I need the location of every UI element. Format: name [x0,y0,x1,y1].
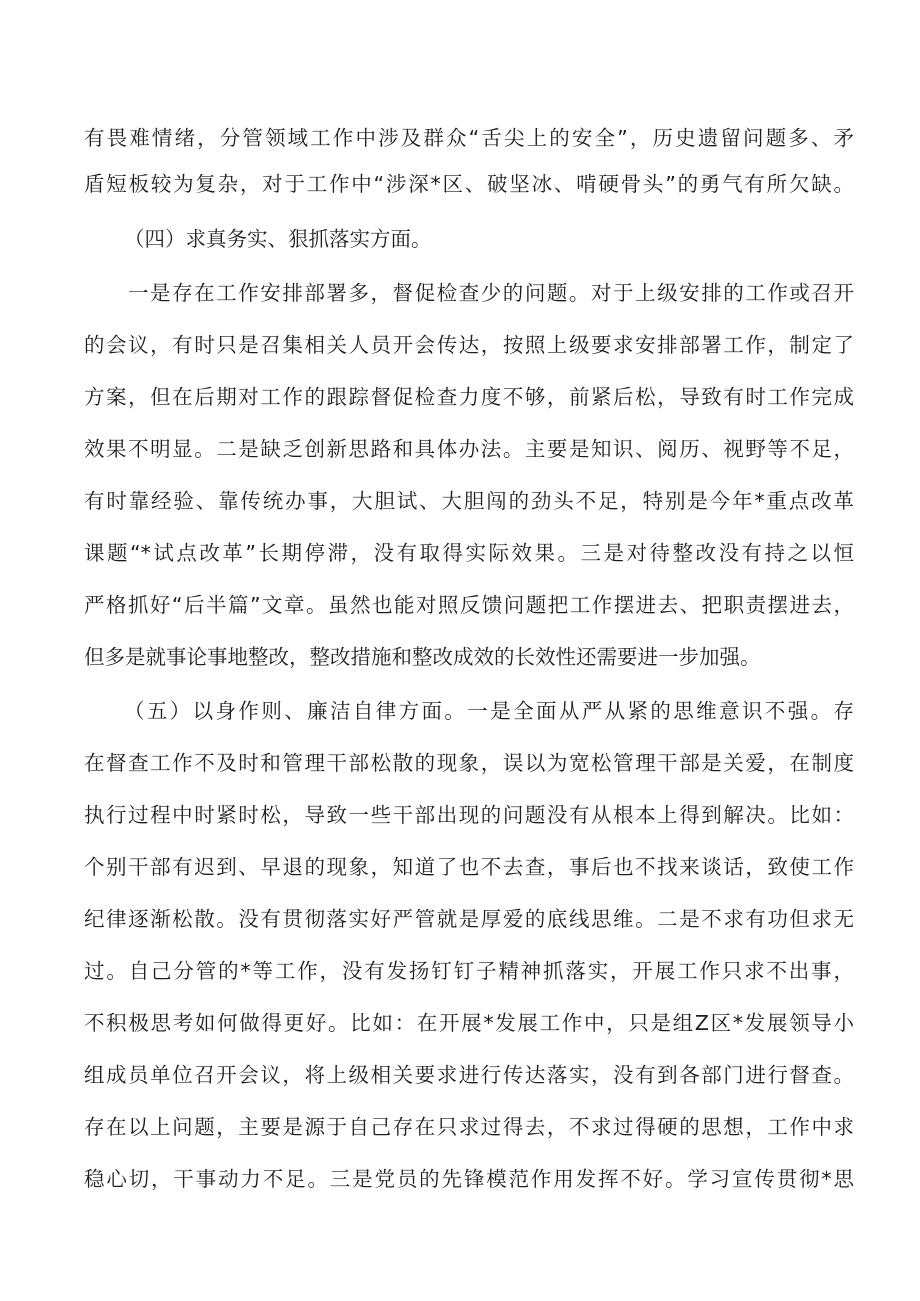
text-line-5: 的会议，有时只是召集相关人员开会传达，按照上级要求安排部署工作，制定了 [84,333,854,357]
text-line-1: 有畏难情绪，分管领域工作中涉及群众“舌尖上的安全”，历史遗留问题多、矛 [84,126,854,150]
text-line-16: 纪律逐渐松散。没有贯彻落实好严管就是厚爱的底线思维。二是不求有功但求无 [84,907,854,931]
text-line-17: 过。自己分管的*等工作，没有发扬钉钉子精神抓落实，开展工作只求不出事， [84,959,854,983]
text-line-10: 严格抓好“后半篇”文章。虽然也能对照反馈问题把工作摆进去、把职责摆进去， [84,593,854,617]
section-heading-4: （四）求真务实、狠抓落实方面。 [124,227,432,251]
text-line-21: 稳心切，干事动力不足。三是党员的先锋模范作用发挥不好。学习宣传贯彻*思 [84,1167,854,1191]
text-line-7: 效果不明显。二是缺乏创新思路和具体办法。主要是知识、阅历、视野等不足， [84,437,854,461]
text-line-9: 课题“*试点改革”长期停滞，没有取得实际效果。三是对待整改没有持之以恒 [84,541,854,565]
text-line-18: 不积极思考如何做得更好。比如：在开展*发展工作中，只是组Z区*发展领导小 [84,1011,854,1035]
text-line-4: 一是存在工作安排部署多，督促检查少的问题。对于上级安排的工作或召开 [128,281,854,305]
text-line-20: 存在以上问题，主要是源于自己存在只求过得去，不求过得硬的思想，工作中求 [84,1115,854,1139]
text-line-15: 个别干部有迟到、早退的现象，知道了也不去查，事后也不找来谈话，致使工作 [84,855,854,879]
text-line-14: 执行过程中时紧时松，导致一些干部出现的问题没有从根本上得到解决。比如： [84,803,854,827]
text-line-11: 但多是就事论事地整改，整改措施和整改成效的长效性还需要进一步加强。 [84,645,761,669]
text-line-13: 在督查工作不及时和管理干部松散的现象，误以为宽松管理干部是关爱，在制度 [84,751,854,775]
text-line-6: 方案，但在后期对工作的跟踪督促检查力度不够，前紧后松，导致有时工作完成 [84,385,854,409]
section-heading-5: （五）以身作则、廉洁自律方面。一是全面从严从紧的思维意识不强。存 [124,699,854,723]
text-line-8: 有时靠经验、靠传统办事，大胆试、大胆闯的劲头不足，特别是今年*重点改革 [84,489,854,513]
text-line-2: 盾短板较为复杂，对于工作中“涉深*区、破坚冰、啃硬骨头”的勇气有所欠缺。 [84,172,854,196]
text-line-19: 组成员单位召开会议，将上级相关要求进行传达落实，没有到各部门进行督查。 [84,1063,854,1087]
